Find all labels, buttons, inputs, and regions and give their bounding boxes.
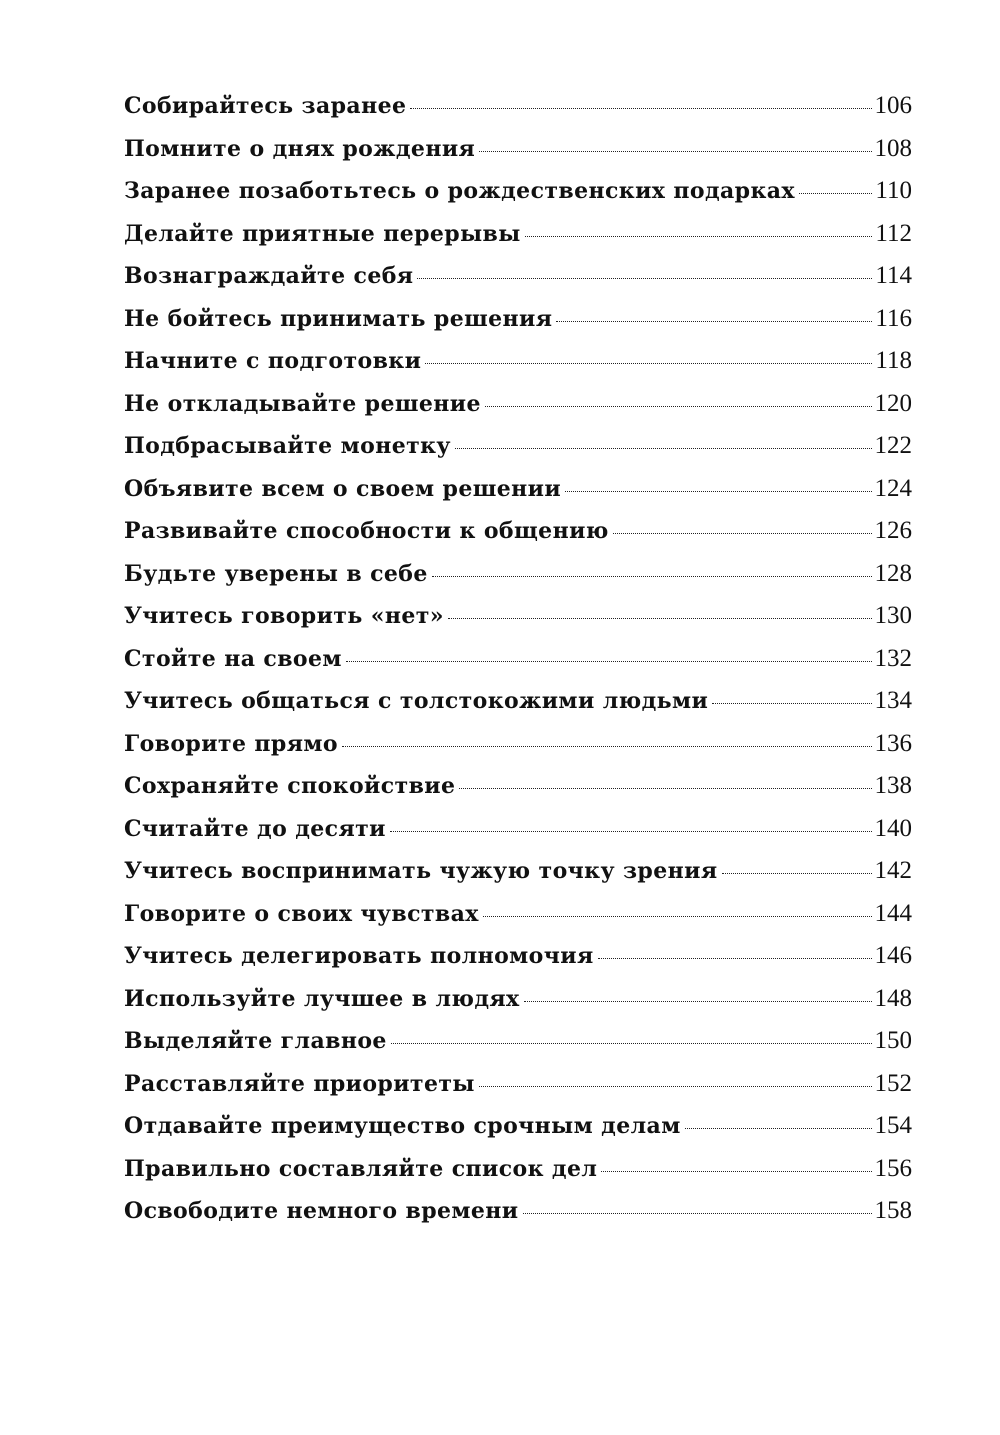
toc-entry-page-number: 146 <box>874 942 912 969</box>
toc-entry <box>124 475 912 518</box>
toc-entry-page-number: 116 <box>875 304 912 332</box>
toc-entry <box>124 985 912 1028</box>
toc-dot-leader <box>722 873 872 874</box>
toc-dot-leader <box>410 108 871 109</box>
toc-entry-title: Учитесь говорить «нет» <box>124 603 444 629</box>
toc-entry-page-number: 120 <box>874 389 912 417</box>
table-of-contents <box>124 92 912 1240</box>
toc-entry-page-number: 134 <box>874 687 912 714</box>
toc-entry-page-number: 130 <box>874 602 912 629</box>
toc-entry-title: Объявите всем о своем решении <box>124 475 562 502</box>
toc-dot-leader <box>601 1171 871 1172</box>
toc-entry-title: Правильно составляйте список дел <box>124 1155 598 1182</box>
toc-entry <box>124 645 912 688</box>
toc-entry-page-number: 156 <box>874 1154 912 1182</box>
toc-dot-leader <box>799 193 873 194</box>
toc-entry <box>124 900 912 943</box>
toc-dot-leader <box>479 151 871 152</box>
toc-entry-page-number: 140 <box>874 814 912 842</box>
toc-entry-page-number: 144 <box>874 899 912 927</box>
toc-dot-leader <box>556 321 872 322</box>
toc-entry-title: Делайте приятные перерывы <box>124 220 521 247</box>
toc-dot-leader <box>712 703 871 704</box>
toc-entry-title: Не бойтесь принимать решения <box>124 305 553 332</box>
toc-entry-title: Говорите прямо <box>124 730 338 757</box>
toc-entry <box>124 857 912 900</box>
toc-entry-title: Помните о днях рождения <box>124 135 476 162</box>
toc-entry-page-number: 124 <box>874 474 912 502</box>
toc-entry-title: Учитесь воспринимать чужую точку зрения <box>124 858 718 884</box>
toc-entry-page-number: 108 <box>874 134 912 162</box>
toc-entry <box>124 602 912 645</box>
toc-entry-title: Начните с подготовки <box>124 348 422 374</box>
toc-entry-title: Будьте уверены в себе <box>124 560 428 587</box>
toc-entry-title: Выделяйте главное <box>124 1028 387 1054</box>
toc-entry <box>124 942 912 985</box>
toc-entry-title: Учитесь общаться с толстокожими людьми <box>124 688 709 714</box>
toc-entry-page-number: 110 <box>875 177 912 204</box>
toc-entry-title: Заранее позаботьтесь о рождественских подарках <box>124 178 795 204</box>
toc-entry-page-number: 114 <box>875 262 912 289</box>
toc-entry <box>124 347 912 390</box>
toc-dot-leader <box>455 448 872 449</box>
toc-entry <box>124 1027 912 1070</box>
toc-entry-title: Расставляйте приоритеты <box>124 1070 475 1097</box>
toc-entry <box>124 135 912 178</box>
toc-entry <box>124 432 912 475</box>
toc-entry <box>124 560 912 603</box>
toc-entry <box>124 730 912 773</box>
toc-entry-title: Считайте до десяти <box>124 815 386 842</box>
toc-entry-page-number: 128 <box>874 559 912 587</box>
toc-entry-title: Стойте на своем <box>124 645 342 672</box>
toc-dot-leader <box>685 1128 872 1129</box>
toc-entry-title: Говорите о своих чувствах <box>124 900 479 927</box>
toc-entry <box>124 262 912 305</box>
toc-dot-leader <box>523 1213 872 1214</box>
toc-entry <box>124 390 912 433</box>
toc-dot-leader <box>459 788 871 789</box>
toc-entry-page-number: 148 <box>874 984 912 1012</box>
toc-dot-leader <box>425 363 872 364</box>
toc-dot-leader <box>613 533 872 534</box>
toc-entry-page-number: 126 <box>874 517 912 544</box>
toc-entry <box>124 1197 912 1240</box>
toc-dot-leader <box>342 746 872 747</box>
toc-entry <box>124 772 912 815</box>
toc-entry-page-number: 154 <box>874 1112 912 1139</box>
toc-entry <box>124 92 912 135</box>
toc-entry <box>124 1070 912 1113</box>
toc-entry-title: Учитесь делегировать полномочия <box>124 943 594 969</box>
toc-entry <box>124 220 912 263</box>
toc-entry <box>124 687 912 730</box>
toc-entry-page-number: 106 <box>874 92 912 119</box>
toc-entry-page-number: 118 <box>875 347 912 374</box>
toc-dot-leader <box>525 236 873 237</box>
toc-entry <box>124 177 912 220</box>
toc-dot-leader <box>524 1001 872 1002</box>
toc-entry-title: Не откладывайте решение <box>124 390 481 417</box>
toc-entry <box>124 1112 912 1155</box>
toc-entry-page-number: 152 <box>874 1069 912 1097</box>
toc-entry-title: Развивайте способности к общению <box>124 518 609 544</box>
toc-entry-page-number: 122 <box>874 432 912 459</box>
toc-entry <box>124 1155 912 1198</box>
toc-entry-title: Освободите немного времени <box>124 1198 519 1224</box>
toc-dot-leader <box>391 1043 872 1044</box>
toc-dot-leader <box>483 916 872 917</box>
toc-entry-page-number: 112 <box>875 219 912 247</box>
toc-dot-leader <box>448 618 872 619</box>
toc-dot-leader <box>417 278 872 279</box>
toc-entry <box>124 305 912 348</box>
toc-entry <box>124 815 912 858</box>
toc-dot-leader <box>479 1086 872 1087</box>
toc-entry-title: Собирайтесь заранее <box>124 93 407 119</box>
toc-entry-title: Используйте лучшее в людях <box>124 985 520 1012</box>
toc-dot-leader <box>485 406 872 407</box>
toc-entry-page-number: 158 <box>874 1197 912 1224</box>
toc-entry-page-number: 150 <box>874 1027 912 1054</box>
toc-entry-page-number: 142 <box>874 857 912 884</box>
toc-entry <box>124 517 912 560</box>
toc-entry-title: Отдавайте преимущество срочным делам <box>124 1113 681 1139</box>
toc-entry-title: Вознаграждайте себя <box>124 263 414 289</box>
toc-dot-leader <box>565 491 871 492</box>
toc-entry-title: Сохраняйте спокойствие <box>124 773 456 799</box>
toc-entry-title: Подбрасывайте монетку <box>124 433 451 459</box>
toc-entry-page-number: 138 <box>874 772 912 799</box>
toc-entry-page-number: 132 <box>874 644 912 672</box>
toc-dot-leader <box>432 576 872 577</box>
toc-entry-page-number: 136 <box>874 729 912 757</box>
toc-dot-leader <box>390 831 872 832</box>
toc-dot-leader <box>598 958 872 959</box>
toc-dot-leader <box>346 661 872 662</box>
